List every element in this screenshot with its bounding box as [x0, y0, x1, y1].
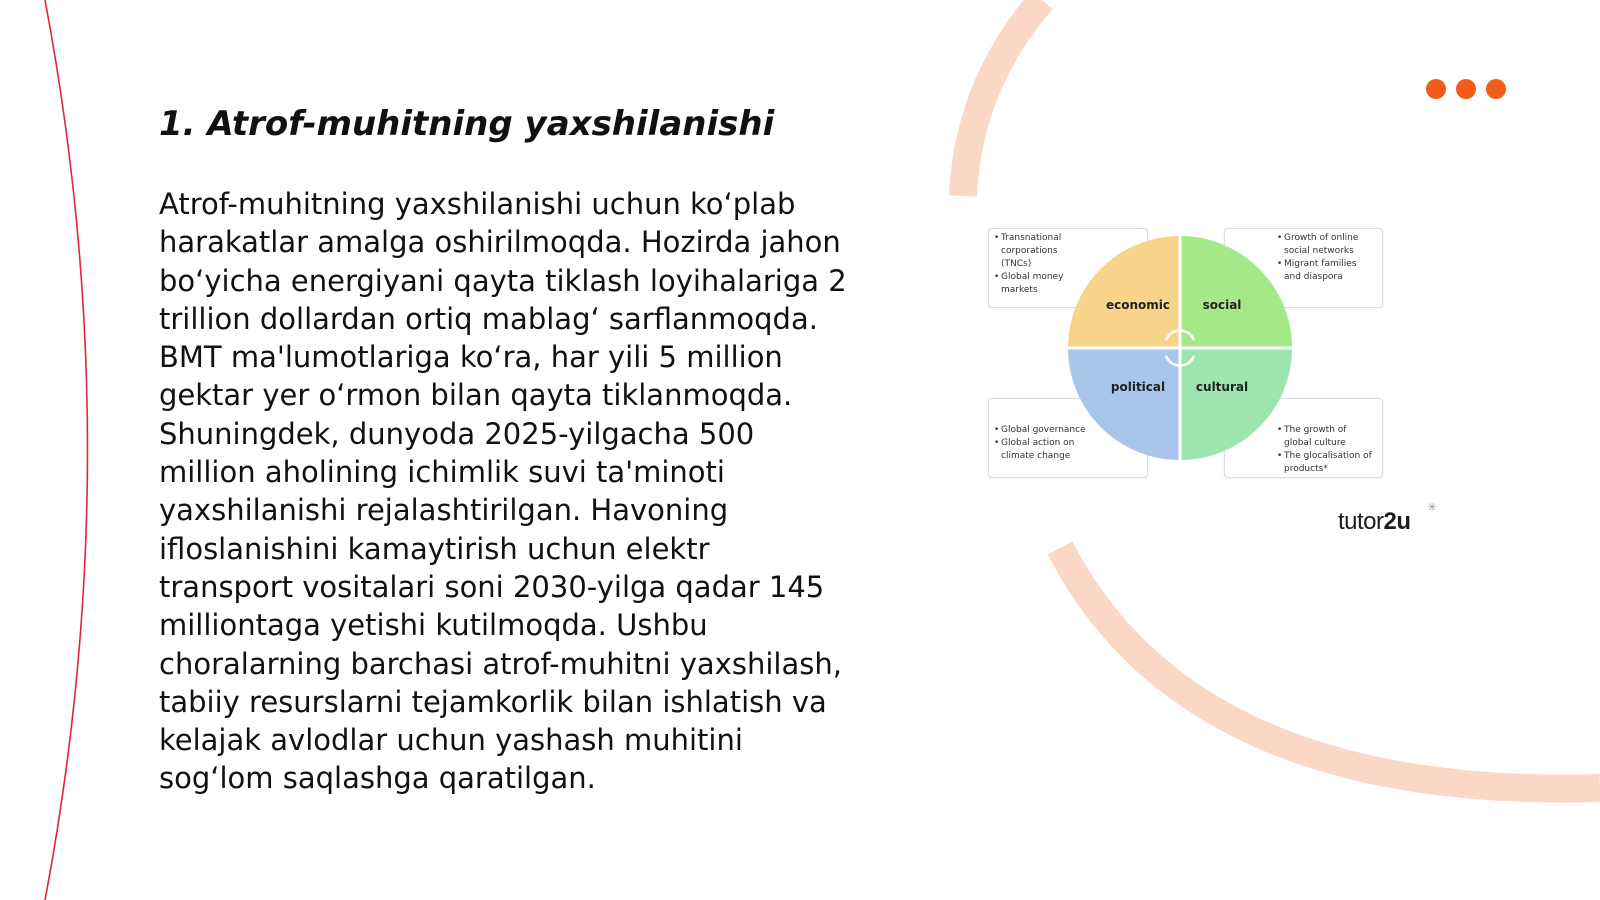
- political-label: political: [1110, 380, 1166, 394]
- political-quadrant: [1068, 348, 1180, 460]
- note-item: • The glocalisation of products*: [1277, 450, 1372, 476]
- note-item: • The growth of global culture: [1277, 424, 1372, 450]
- note-item: • Global money markets: [994, 271, 1089, 297]
- note-item: • Migrant families and diaspora: [1277, 258, 1372, 284]
- cultural-label: cultural: [1195, 380, 1249, 394]
- note-item: • Transnational corporations (TNCs): [994, 232, 1089, 271]
- note-item: • Growth of online social networks: [1277, 232, 1372, 258]
- body-paragraph: Atrof-muhitning yaxshilanishi uchun ko‘plab harakatlar amalga oshirilmoqda. Hozirda jahon bo‘yicha energiyani qayta tiklash loyihalariga 2 trillion dollardan ortiq mablag‘ sarflanmoqda. BMT ma'lumotlariga ko‘ra, har yili 5 million gektar yer o‘rmon bilan qayta tiklanmoqda. Shuningdek, dunyoda 2025-yilgacha 500 million aholining ichimlik suvi ta'minoti yaxshilanishi rejalashtirilgan. Havoning ifloslanishini kamaytirish uchun elektr transport vositalari soni 2030-yilga qadar 145 milliontaga yetishi kutilmoqda. Ushbu choralarning barchasi atrof-muhitni yaxshilash, tabiiy resurslarni tejamkorlik bilan ishlatish va kelajak avlodlar uchun yashash muhitini sog‘lom saqlashga qaratilgan.: [159, 187, 847, 796]
- cultural-quadrant: [1180, 348, 1292, 460]
- logo-text-part1: tutor: [1338, 508, 1384, 535]
- tutor2u-logo: [1338, 508, 1411, 536]
- dot: [1456, 79, 1476, 99]
- globalisation-diagram: [980, 218, 1400, 493]
- note-item: • Global governance: [994, 424, 1089, 437]
- three-dots-icon: [1426, 79, 1506, 99]
- economic-label: economic: [1105, 298, 1171, 312]
- economic-quadrant: [1068, 236, 1180, 348]
- left-red-curve: [45, 0, 88, 900]
- dot: [1426, 79, 1446, 99]
- social-quadrant: [1180, 236, 1292, 348]
- dot: [1486, 79, 1506, 99]
- logo-text-part2: 2u: [1383, 508, 1411, 535]
- quadrant-wheel: [1068, 236, 1292, 460]
- peach-arc-bottom: [1060, 548, 1600, 789]
- sparkle-icon: ✳: [1427, 500, 1438, 514]
- peach-arc-top: [963, 0, 1042, 196]
- social-label: social: [1202, 298, 1242, 312]
- note-item: • Global action on climate change: [994, 437, 1089, 463]
- slide-title: 1. Atrof-muhitning yaxshilanishi: [159, 104, 775, 144]
